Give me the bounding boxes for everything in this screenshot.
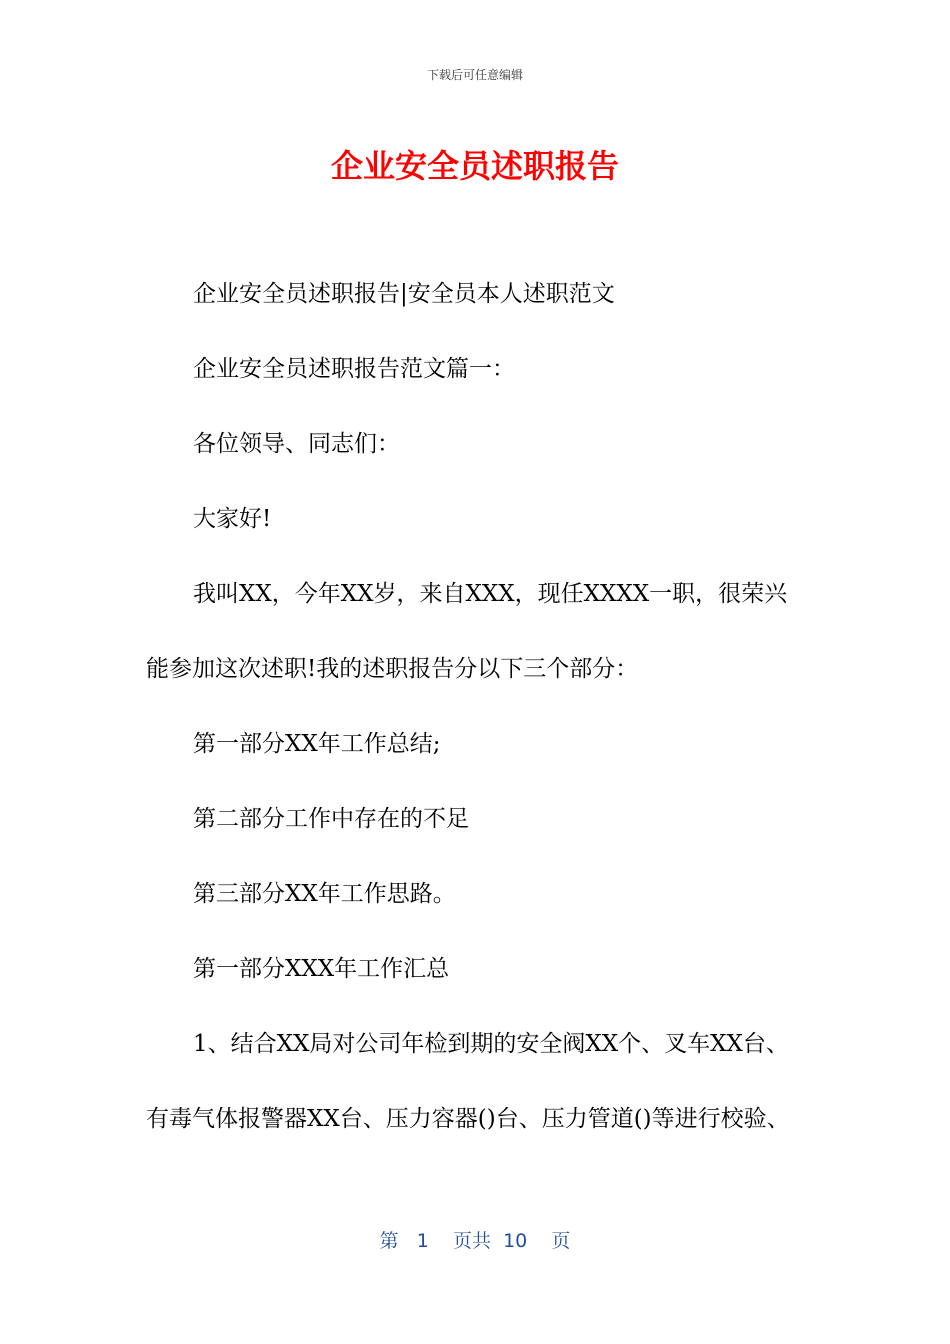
paragraph: 大家好! [193, 506, 272, 532]
document-body [146, 276, 816, 1139]
paragraph: 我叫XX，今年XX岁，来自XXX，现任XXXX一职，很荣兴 [193, 581, 788, 607]
footer-prefix: 第 [379, 1230, 399, 1252]
page-footer [0, 1226, 950, 1253]
paragraph: 有毒气体报警器XX台、压力容器()台、压力管道()等进行校验、 [146, 1106, 790, 1132]
paragraph: 第三部分XX年工作思路。 [193, 881, 456, 907]
footer-total-pages: 10 [503, 1230, 528, 1252]
paragraph: 第一部分XX年工作总结; [193, 731, 441, 757]
paragraph: 第二部分工作中存在的不足 [193, 806, 469, 832]
paragraph: 1、结合XX局对公司年检到期的安全阀XX个、叉车XX台、 [193, 1031, 789, 1057]
paragraph: 第一部分XXX年工作汇总 [193, 956, 450, 982]
paragraph: 能参加这次述职!我的述职报告分以下三个部分： [146, 656, 639, 682]
paragraph: 企业安全员述职报告|安全员本人述职范文 [193, 281, 615, 307]
paragraph: 各位领导、同志们： [193, 431, 400, 457]
paragraph: 企业安全员述职报告范文篇一： [193, 356, 515, 382]
footer-suffix: 页 [551, 1230, 571, 1252]
header-note: 下载后可任意编辑 [426, 68, 523, 82]
footer-middle: 页共 [452, 1230, 491, 1252]
document-title: 企业安全员述职报告 [330, 147, 619, 185]
footer-current-page: 1 [416, 1230, 429, 1252]
